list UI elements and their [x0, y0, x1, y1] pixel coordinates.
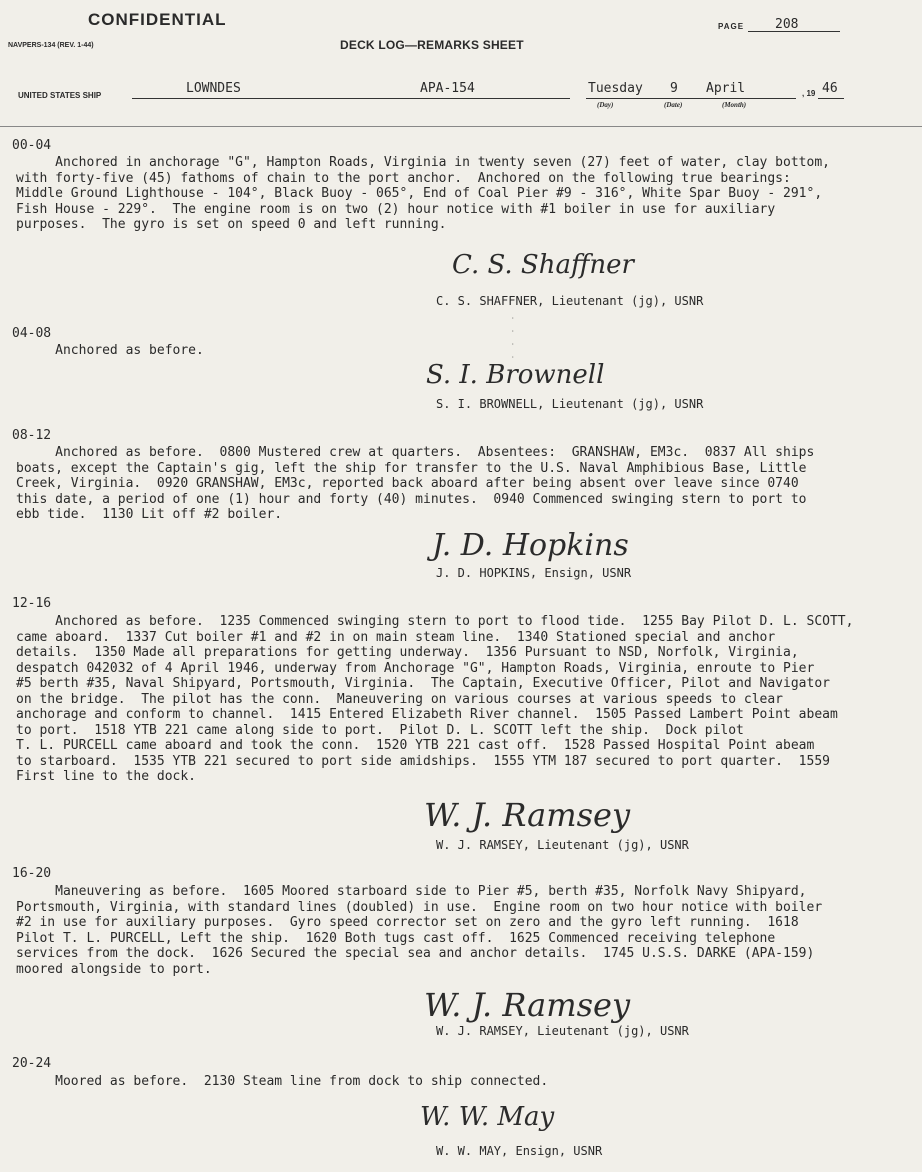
signature-name: J. D. HOPKINS, Ensign, USNR	[436, 566, 632, 580]
ship-label: UNITED STATES SHIP	[18, 91, 102, 100]
handwritten-signature: J. D. Hopkins	[432, 528, 629, 563]
watch-time: 04-08	[12, 326, 52, 341]
watch-time: 16-20	[12, 866, 52, 881]
date-caption: (Date)	[664, 101, 683, 109]
signature-name: S. I. BROWNELL, Lieutenant (jg), USNR	[436, 397, 704, 411]
watch-time: 20-24	[12, 1056, 52, 1071]
year-line	[818, 98, 844, 99]
watch-entry: Moored as before. 2130 Steam line from dock to ship connected.	[16, 1074, 549, 1089]
watch-entry: Maneuvering as before. 1605 Moored starboard side to Pier #5, berth #35, Norfolk Navy Shipyard, Portsmouth, Virginia, with standard lines (doubled) in use. Engine room on two hour notice with boiler #2 in use for auxiliary purposes. Gyro speed corrector set on zero and the gyro left running. 1618 Pilot T. L. PURCELL, Left the ship. 1620 Both tugs cast off. 1625 Commenced receiving telephone services from the dock. 1626 Secured the special sea and anchor details. 1745 U.S.S. DARKE (APA-159) moored alongside to port.	[16, 884, 823, 977]
log-month: April	[706, 81, 746, 96]
ship-line	[132, 98, 570, 99]
log-year: 46	[822, 81, 838, 96]
page-number: 208	[775, 17, 799, 32]
classification-label: CONFIDENTIAL	[88, 10, 227, 29]
signature-name: W. W. MAY, Ensign, USNR	[436, 1144, 603, 1158]
log-date: 9	[670, 81, 678, 96]
handwritten-signature: W. W. May	[420, 1102, 555, 1132]
watch-entry: Anchored in anchorage "G", Hampton Roads, Virginia in twenty seven (27) feet of water, clay bottom, with forty-five (45) fathoms of chain to the port anchor. Anchored on the following true bearings: Middle Ground Lighthouse - 104°, Black Buoy - 065°, End of Coal Pier #9 - 316°, White Spar Buoy - 291°, Fish House - 229°. The engine room is on two (2) hour notice with #1 boiler in use for auxiliary purposes. The gyro is set on speed 0 and left running.	[16, 155, 830, 232]
log-day: Tuesday	[588, 81, 643, 96]
watch-time: 12-16	[12, 596, 52, 611]
date-line	[586, 98, 796, 99]
watch-entry: Anchored as before. 1235 Commenced swinging stern to port to flood tide. 1255 Bay Pilot D. L. SCOTT, came aboard. 1337 Cut boiler #1 and #2 in on main steam line. 1340 Stationed special and anchor details. 1350 Made all preparations for getting underway. 1356 Pursuant to NSD, Norfolk, Virginia, despatch 042032 of 4 April 1946, underway from Anchorage "G", Hampton Roads, Virginia, enroute to Pier #5 berth #35, Naval Shipyard, Portsmouth, Virginia. The Captain, Executive Officer, Pilot and Navigator on the bridge. The pilot has the conn. Maneuvering on various courses at various speeds to clear anchorage and conform to channel. 1415 Entered Elizabeth River channel. 1505 Passed Lambert Point abeam to port. 1518 YTB 221 came along side to port. Pilot D. L. SCOTT left the ship. Dock pilot T. L. PURCELL came aboard and took the conn. 1520 YTB 221 cast off. 1528 Passed Hospital Point abeam to starboard. 1535 YTB 221 secured to port side amidships. 1555 YTM 187 secured to port quarter. 1559 First line to the dock.	[16, 614, 854, 784]
watch-time: 00-04	[12, 138, 52, 153]
signature-name: C. S. SHAFFNER, Lieutenant (jg), USNR	[436, 294, 704, 308]
sheet-title: DECK LOG—REMARKS SHEET	[340, 38, 524, 52]
handwritten-signature: S. I. Brownell	[426, 360, 605, 390]
watch-entry: Anchored as before. 0800 Mustered crew at quarters. Absentees: GRANSHAW, EM3c. 0837 All ships boats, except the Captain's gig, left the ship for transfer to the U.S. Naval Amphibious Base, Little Creek, Virginia. 0920 GRANSHAW, EM3c, reported back aboard after being absent over leave since 0740 this date, a period of one (1) hour and forty (40) minutes. 0940 Commenced swinging stern to port to ebb tide. 1130 Lit off #2 boiler.	[16, 445, 815, 522]
watch-time: 08-12	[12, 428, 52, 443]
signature-name: W. J. RAMSEY, Lieutenant (jg), USNR	[436, 1024, 689, 1038]
handwritten-signature: W. J. Ramsey	[424, 986, 631, 1024]
day-caption: (Day)	[597, 101, 614, 109]
ship-name: LOWNDES	[186, 81, 241, 96]
handwritten-signature: C. S. Shaffner	[452, 250, 634, 280]
month-caption: (Month)	[722, 101, 747, 109]
watch-entry: Anchored as before.	[16, 343, 204, 358]
form-number: NAVPERS-134 (REV. 1-44)	[8, 42, 94, 49]
signature-name: W. J. RAMSEY, Lieutenant (jg), USNR	[436, 838, 689, 852]
hull-number: APA-154	[420, 81, 475, 96]
header-rule	[0, 126, 922, 127]
year-prefix: , 19	[802, 89, 816, 98]
page-label: PAGE	[718, 22, 745, 31]
handwritten-signature: W. J. Ramsey	[424, 796, 631, 834]
dotted-divider: · · · ·	[511, 315, 515, 361]
